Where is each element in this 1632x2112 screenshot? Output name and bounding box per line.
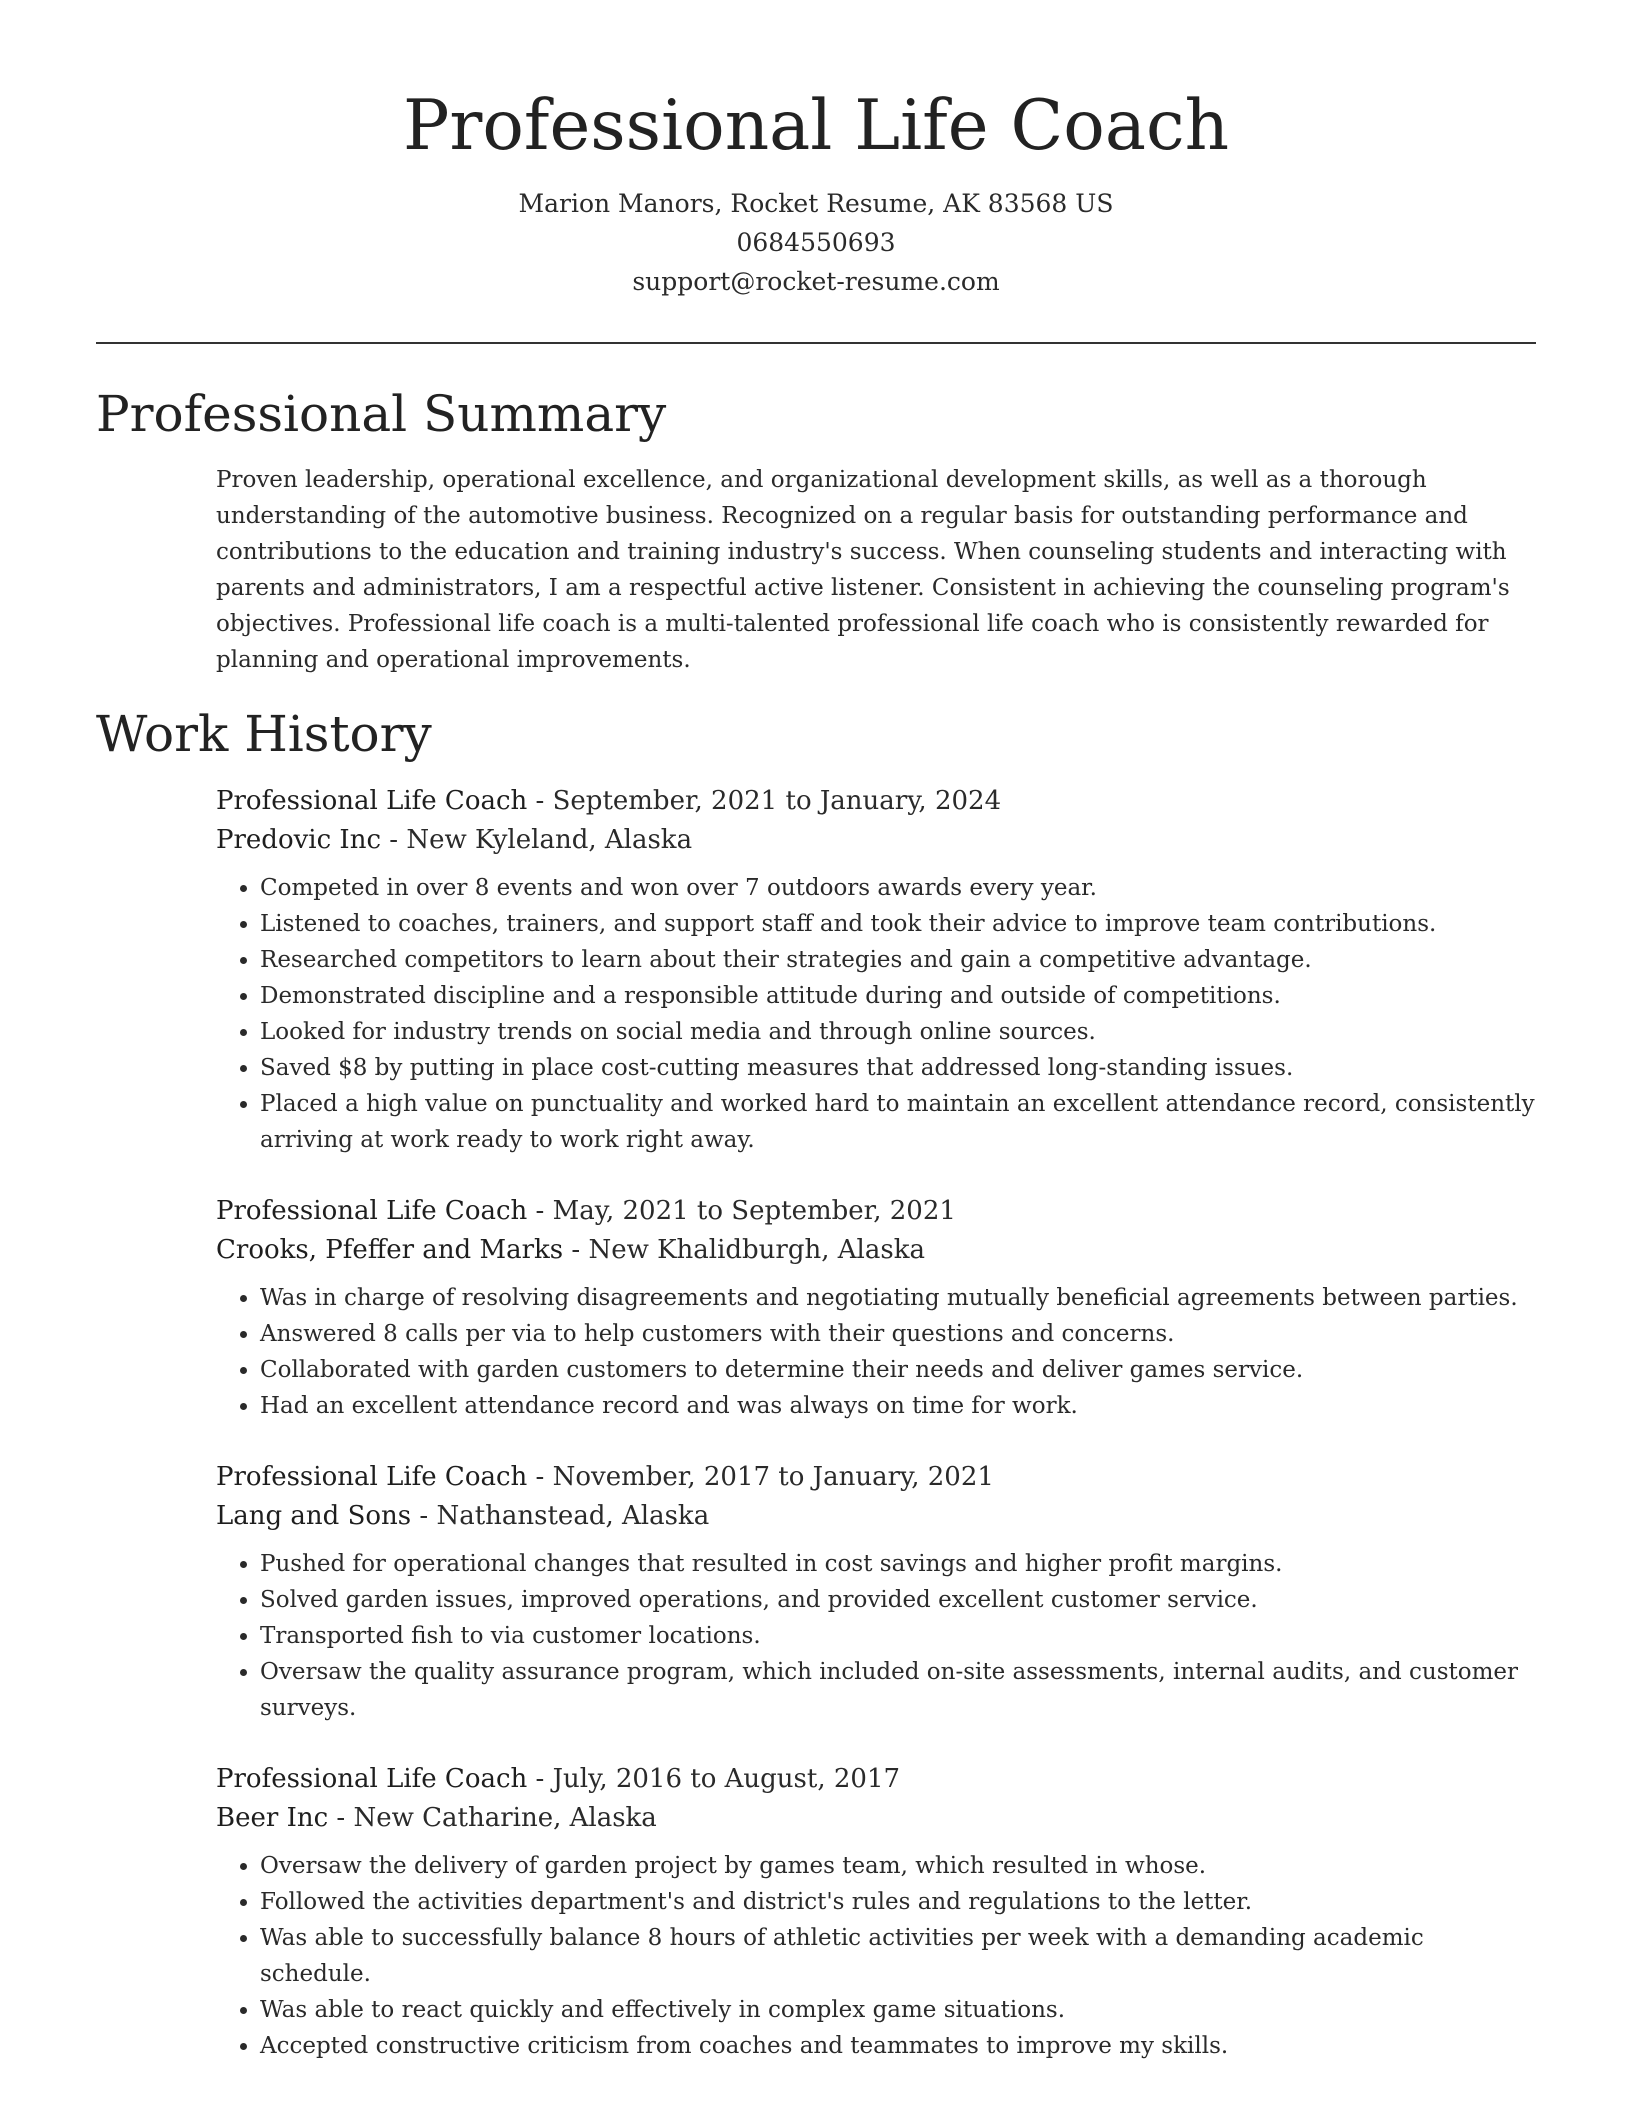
- job-company: Beer Inc: [216, 1803, 329, 1833]
- job-bullet: • Was able to successfully balance 8 hours of athletic activities per week with a demanding academic schedule.: [260, 1920, 1541, 1992]
- job-entry: [216, 1192, 1541, 1424]
- job-title: Professional Life Coach: [216, 1462, 528, 1492]
- job-bullets: [216, 1546, 1541, 1726]
- job-title: Professional Life Coach: [216, 1196, 528, 1226]
- job-bullet: • Oversaw the delivery of garden project by games team, which resulted in whose.: [260, 1848, 1541, 1884]
- job-bullet: • Had an excellent attendance record and was always on time for work.: [260, 1388, 1541, 1424]
- job-bullet: • Was in charge of resolving disagreements and negotiating mutually beneficial agreements between parties.: [260, 1280, 1541, 1316]
- job-bullet: • Oversaw the quality assurance program, which included on-site assessments, internal audits, and customer surveys.: [260, 1654, 1541, 1726]
- job-company-line: [216, 1497, 1541, 1536]
- job-entry: [216, 1458, 1541, 1726]
- job-bullet: • Followed the activities department's and district's rules and regulations to the letter.: [260, 1884, 1541, 1920]
- job-bullet: • Listened to coaches, trainers, and support staff and took their advice to improve team contributions.: [260, 906, 1541, 942]
- job-location: - Nathanstead, Alaska: [411, 1501, 710, 1531]
- header-divider: [96, 342, 1536, 344]
- job-location: - New Kyleland, Alaska: [381, 825, 693, 855]
- job-dates: - November, 2017 to January, 2021: [527, 1462, 994, 1492]
- contact-email: support@rocket-resume.com: [632, 267, 1000, 296]
- job-bullet: • Accepted constructive criticism from coaches and teammates to improve my skills.: [260, 2028, 1541, 2064]
- job-entry: [216, 1760, 1541, 2064]
- job-dates: - July, 2016 to August, 2017: [527, 1764, 901, 1794]
- job-bullet: • Solved garden issues, improved operations, and provided excellent customer service.: [260, 1582, 1541, 1618]
- job-bullet: • Researched competitors to learn about their strategies and gain a competitive advantage.: [260, 942, 1541, 978]
- job-bullet: • Demonstrated discipline and a responsible attitude during and outside of competitions.: [260, 978, 1541, 1014]
- job-bullet: • Looked for industry trends on social media and through online sources.: [260, 1014, 1541, 1050]
- contact-phone: 0684550693: [736, 228, 896, 257]
- job-dates: - September, 2021 to January, 2024: [527, 786, 1002, 816]
- contact-address: Marion Manors, Rocket Resume, AK 83568 US: [518, 189, 1114, 218]
- job-company-line: [216, 1799, 1541, 1838]
- job-location: - New Catharine, Alaska: [328, 1803, 657, 1833]
- job-bullet: • Transported fish to via customer locations.: [260, 1618, 1541, 1654]
- job-company-line: [216, 821, 1541, 860]
- job-company: Predovic Inc: [216, 825, 382, 855]
- job-bullet: • Saved $8 by putting in place cost-cutting measures that addressed long-standing issues.: [260, 1050, 1541, 1086]
- job-title: Professional Life Coach: [216, 786, 528, 816]
- job-bullet: • Competed in over 8 events and won over 7 outdoors awards every year.: [260, 870, 1541, 906]
- summary-text: Proven leadership, operational excellence, and organizational development skills, as well as a thorough understanding of the automotive business. Recognized on a regular basis for outstanding performance and contributions to the education and training industry's success. When counseling students and interacting with parents and administrators, I am a respectful active listener. Consistent in achieving the counseling program's objectives. Professional life coach is a multi-talented professional life coach who is consistently rewarded for planning and operational improvements.: [216, 467, 1510, 673]
- work-history-heading: Work History: [96, 705, 432, 763]
- resume-title: Professional Life Coach: [402, 86, 1230, 166]
- job-company-line: [216, 1231, 1541, 1270]
- job-bullets: [216, 870, 1541, 1158]
- job-bullet: • Was able to react quickly and effectively in complex game situations.: [260, 1992, 1541, 2028]
- job-bullet: • Pushed for operational changes that resulted in cost savings and higher profit margins.: [260, 1546, 1541, 1582]
- job-entry: [216, 782, 1541, 1158]
- job-bullets: [216, 1848, 1541, 2064]
- work-history-list: [216, 782, 1541, 2098]
- job-title-line: [216, 1192, 1541, 1231]
- job-dates: - May, 2021 to September, 2021: [527, 1196, 956, 1226]
- job-title-line: [216, 1458, 1541, 1497]
- job-bullet: • Placed a high value on punctuality and worked hard to maintain an excellent attendance record, consistently arriving at work ready to work right away.: [260, 1086, 1541, 1158]
- resume-header: [0, 78, 1632, 301]
- job-location: - New Khalidburgh, Alaska: [563, 1235, 925, 1265]
- job-title-line: [216, 1760, 1541, 1799]
- job-bullet: • Answered 8 calls per via to help customers with their questions and concerns.: [260, 1316, 1541, 1352]
- summary-heading: Professional Summary: [96, 385, 667, 443]
- job-company: Crooks, Pfeffer and Marks: [216, 1235, 564, 1265]
- job-title: Professional Life Coach: [216, 1764, 528, 1794]
- job-bullet: • Collaborated with garden customers to determine their needs and deliver games service.: [260, 1352, 1541, 1388]
- job-company: Lang and Sons: [216, 1501, 412, 1531]
- job-bullets: [216, 1280, 1541, 1424]
- job-title-line: [216, 782, 1541, 821]
